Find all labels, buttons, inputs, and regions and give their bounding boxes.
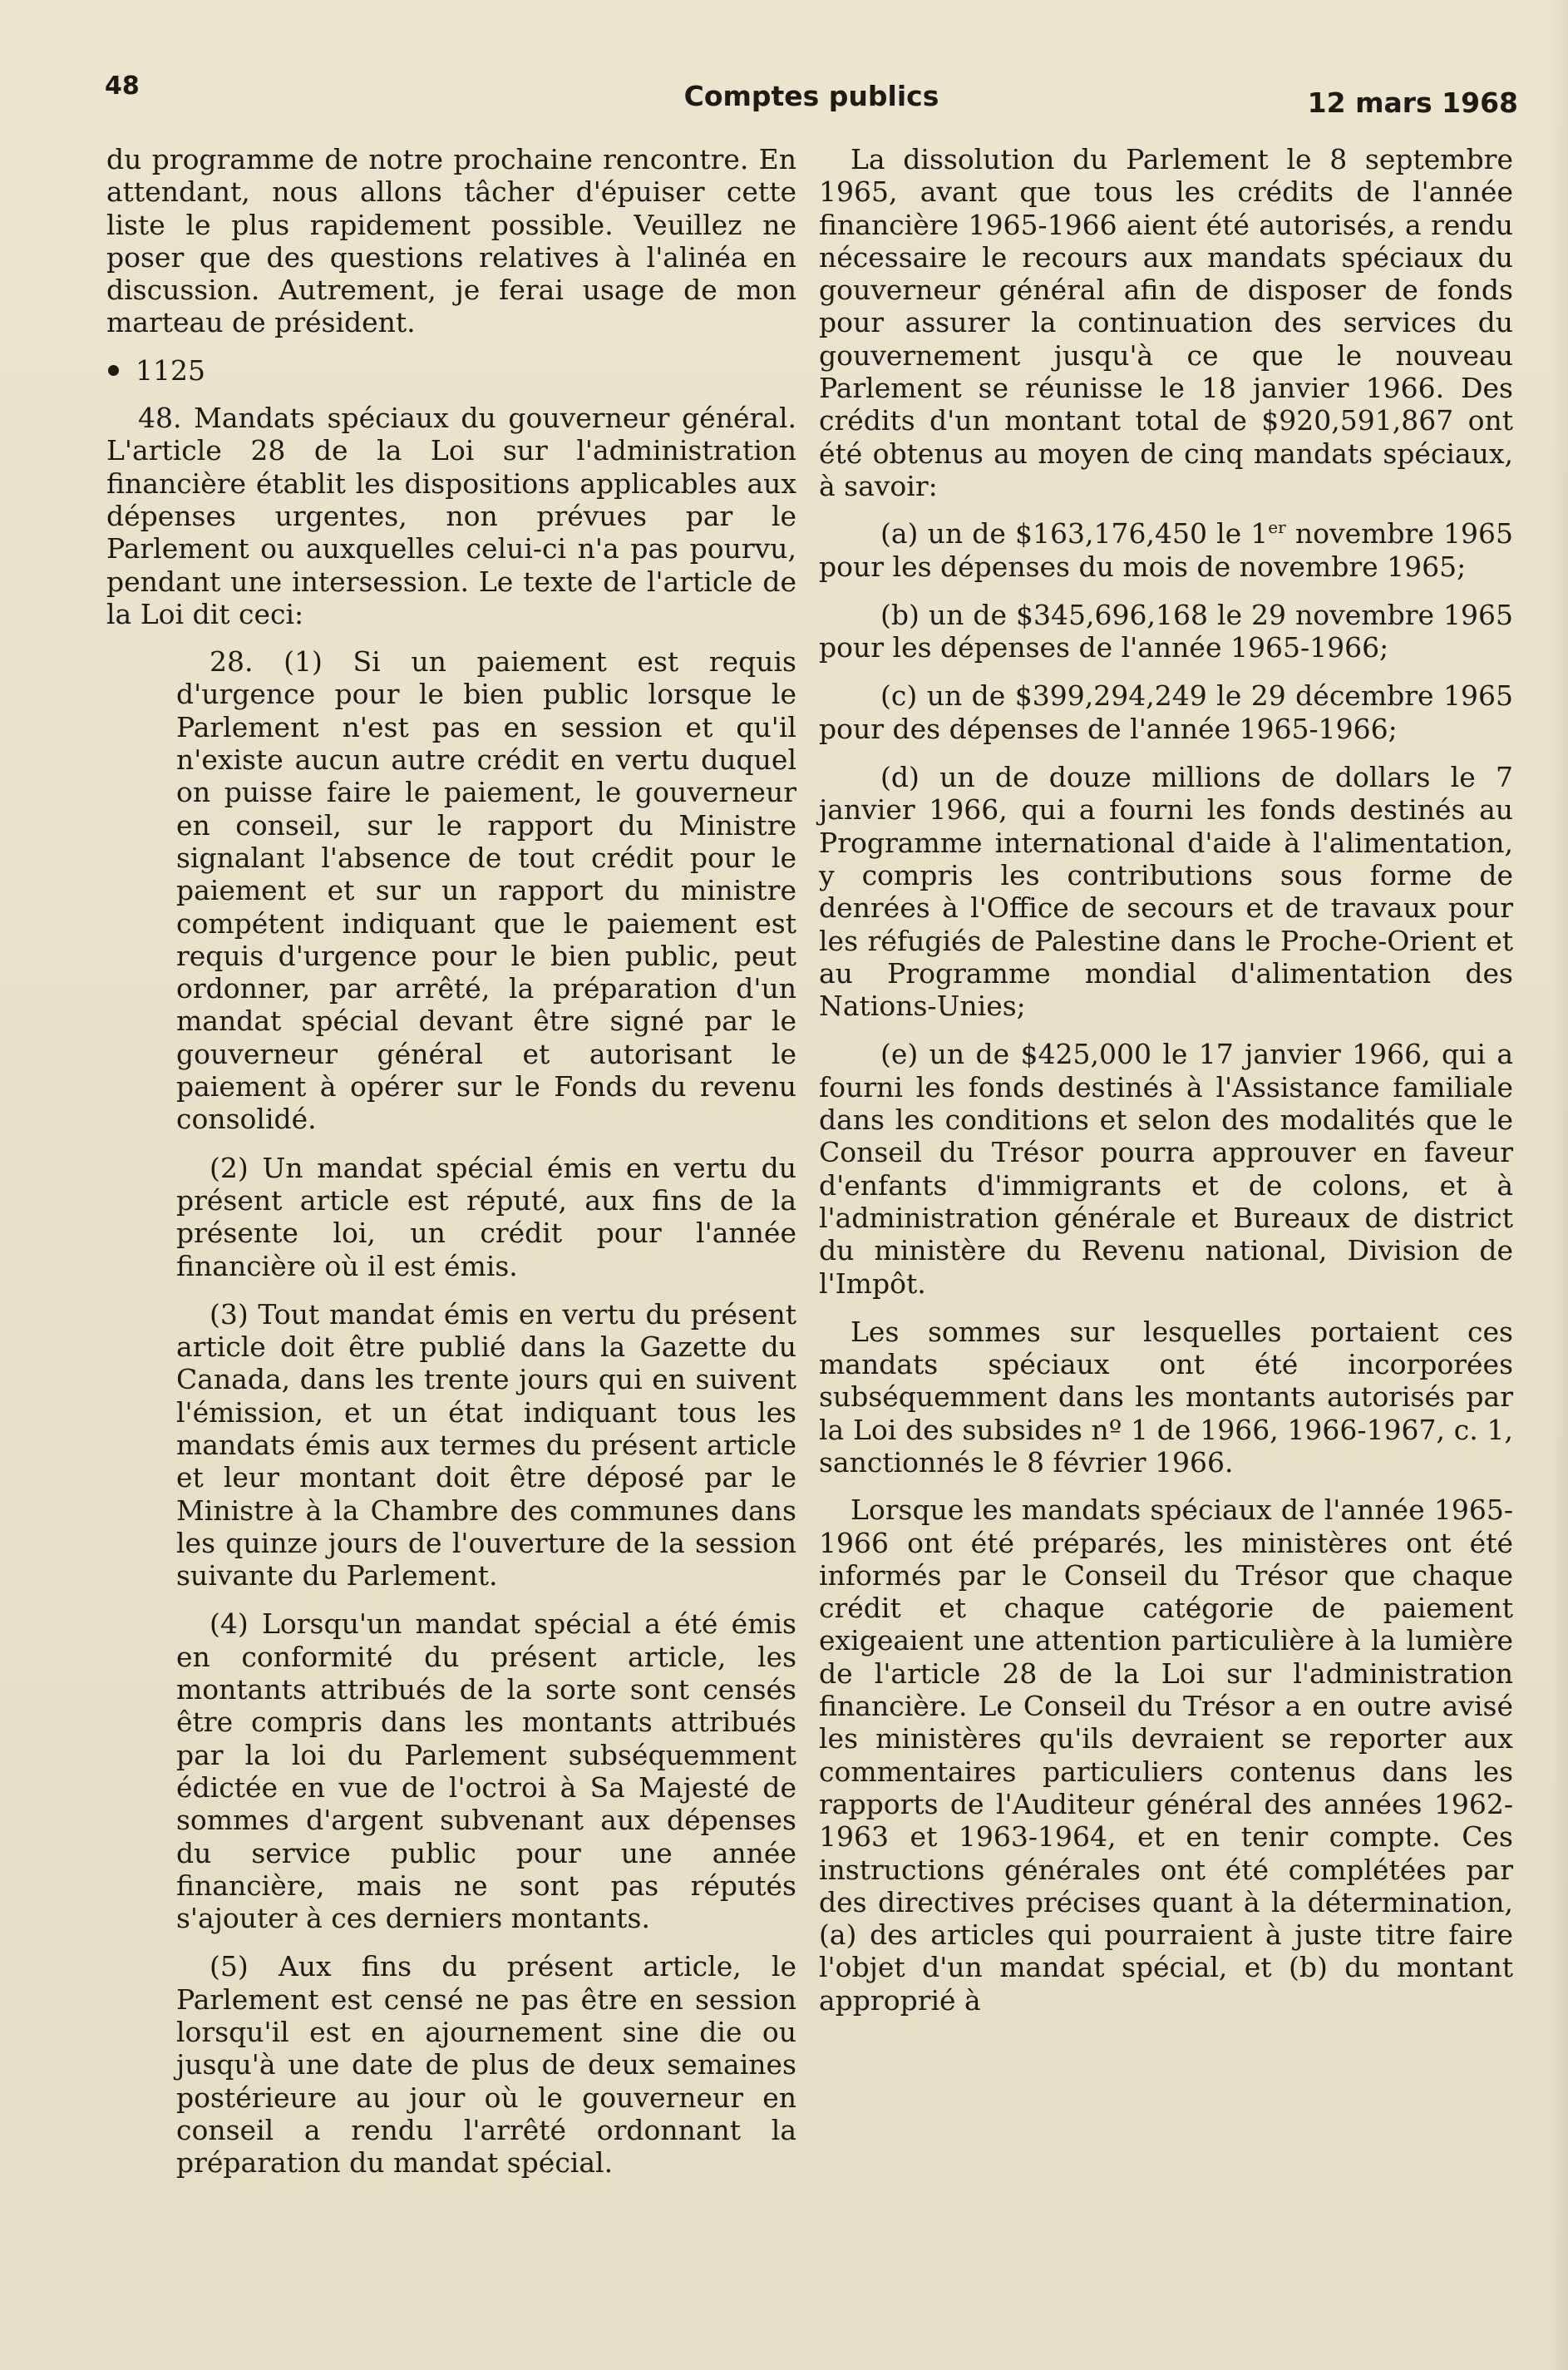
header-date: 12 mars 1968: [1307, 86, 1518, 119]
page-number: 48: [105, 72, 140, 101]
warrant-item-b: (b) un de $345,696,168 le 29 novembre 1965 pour les dépenses de l'année 1965-1966;: [819, 598, 1513, 664]
right-column: [819, 143, 1513, 2032]
warrant-item-c: (c) un de $399,294,249 le 29 décembre 1965 pour des dépenses de l'année 1965-1966;: [819, 679, 1513, 745]
running-title: Comptes publics: [683, 80, 939, 112]
time-marker: [106, 354, 796, 387]
dissolution-paragraph: La dissolution du Parlement le 8 septembre 1965, avant que tous les crédits de l'année financière 1965-1966 aient été autorisés, a rendu nécessaire le recours aux mandats spéciaux du gouverneur général afin de disposer de fonds pour assurer la continuation des services du gouvernement jusqu'à ce que le nouveau Parlement se réunisse le 18 janvier 1966. Des crédits d'un montant total de $920,591,867 ont été obtenus au moyen de cinq mandats spéciaux, à savoir:: [819, 143, 1513, 502]
section-48-paragraph: 48. Mandats spéciaux du gouverneur général. L'article 28 de la Loi sur l'administration financière établit les dispositions applicables aux dépenses urgentes, non prévues par le Parlement ou auxquelles celui-ci n'a pas pourvu, pendant une intersession. Le texte de l'article de la Loi dit ceci:: [106, 402, 796, 630]
bullet-icon: [108, 365, 119, 376]
quote-subsection-4: (4) Lorsqu'un mandat spécial a été émis en conformité du présent article, les montants attribués de la sorte sont censés être compris dans les montants attribués par la loi du Parlement subséquemment édictée en vue de l'octroi à Sa Majesté de sommes d'argent subvenant aux dépenses du service public pour une année financière, mais ne sont pas réputés s'ajouter à ces derniers montants.: [176, 1607, 796, 1935]
warrant-item-d: (d) un de douze millions de dollars le 7 janvier 1966, qui a fourni les fonds destinés au Programme international d'aide à l'alimentation, y compris les contributions sous forme de denrées à l'Office de secours et de travaux pour les réfugiés de Palestine dans le Proche-Orient et au Programme mondial d'alimentation des Nations-Unies;: [819, 761, 1513, 1023]
page-edge-shadow: [1551, 0, 1568, 2370]
warrant-item-a: [819, 517, 1513, 583]
sums-paragraph: Les sommes sur lesquelles portaient ces mandats spéciaux ont été incorporées subséquemment dans les montants autorisés par la Loi des subsides nº 1 de 1966, 1966-1967, c. 1, sanctionnés le 8 février 1966.: [819, 1315, 1513, 1479]
warrant-item-a-post: novembre 1965 pour les dépenses du mois de novembre 1965;: [819, 517, 1513, 583]
warrant-list: [819, 517, 1513, 1300]
left-column: [106, 143, 796, 2195]
warrant-item-a-sup: er: [1268, 517, 1286, 538]
warrant-item-a-pre: (a) un de $163,176,450 le 1: [880, 517, 1269, 551]
quote-subsection-1: 28. (1) Si un paiement est requis d'urgence pour le bien public lorsque le Parlement n'est pas en session et qu'il n'existe aucun autre crédit en vertu duquel on puisse faire le paiement, le gouverneur en conseil, sur le rapport du Ministre signalant l'absence de tout crédit pour le paiement et sur un rapport du ministre compétent indiquant que le paiement est requis d'urgence pour le bien public, peut ordonner, par arrêté, la préparation d'un mandat spécial devant être signé par le gouverneur général et autorisant le paiement à opérer sur le Fonds du revenu consolidé.: [176, 645, 796, 1136]
intro-paragraph: du programme de notre prochaine rencontre. En attendant, nous allons tâcher d'épuiser cette liste le plus rapidement possible. Veuillez ne poser que des questions relatives à l'alinéa en discussion. Autrement, je ferai usage de mon marteau de président.: [106, 143, 796, 339]
instructions-paragraph: Lorsque les mandats spéciaux de l'année 1965-1966 ont été préparés, les ministères ont été informés par le Conseil du Trésor que chaque crédit et chaque catégorie de paiement exigeaient une attention particulière à la lumière de l'article 28 de la Loi sur l'administration financière. Le Conseil du Trésor a en outre avisé les ministères qu'ils devraient se reporter aux commentaires particuliers contenus dans les rapports de l'Auditeur général des années 1962-1963 et 1963-1964, et en tenir compte. Ces instructions générales ont été complétées par des directives précises quant à la détermination, (a) des articles qui pourraient à juste titre faire l'objet d'un mandat spécial, et (b) du montant approprié à: [819, 1494, 1513, 2017]
time-marker-text: 1125: [136, 353, 205, 387]
quote-subsection-5: (5) Aux fins du présent article, le Parlement est censé ne pas être en session lorsqu'il est en ajournement sine die ou jusqu'à une date de plus de deux semaines postérieure au jour où le gouverneur en conseil a rendu l'arrêté ordonnant la préparation du mandat spécial.: [176, 1950, 796, 2180]
warrant-item-e: (e) un de $425,000 le 17 janvier 1966, qui a fourni les fonds destinés à l'Assistance familiale dans les conditions et selon des modalités que le Conseil du Trésor pourra approuver en faveur d'enfants d'immigrants et de colons, et à l'administration générale et Bureaux de district du ministère du Revenu national, Division de l'Impôt.: [819, 1038, 1513, 1300]
page-header: [105, 72, 1518, 130]
statute-quote: [176, 645, 796, 2179]
quote-subsection-2: (2) Un mandat spécial émis en vertu du présent article est réputé, aux fins de la présente loi, un crédit pour l'année financière où il est émis.: [176, 1151, 796, 1282]
quote-subsection-3: (3) Tout mandat émis en vertu du présent article doit être publié dans la Gazette du Canada, dans les trente jours qui en suivent l'émission, et un état indiquant tous les mandats émis aux termes du présent article et leur montant doit être déposé par le Ministre à la Chambre des communes dans les quinze jours de l'ouverture de la session suivante du Parlement.: [176, 1297, 796, 1592]
